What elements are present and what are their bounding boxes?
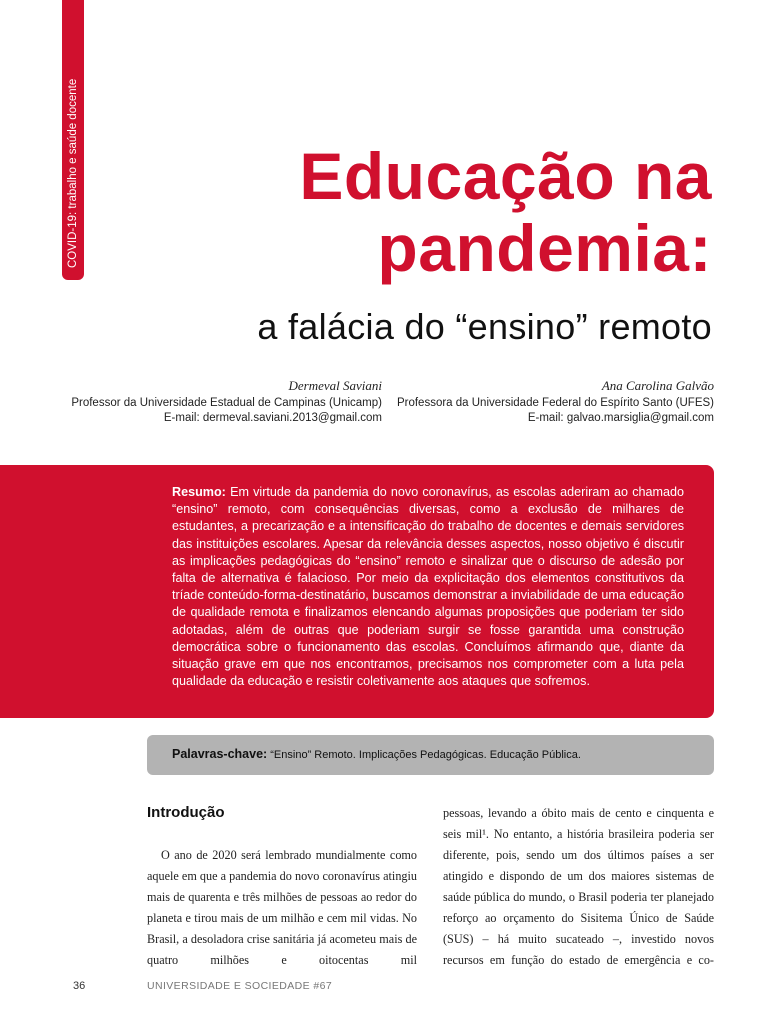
author-block-1 — [52, 378, 382, 427]
author-email: E-mail: galvao.marsiglia@gmail.com — [527, 412, 714, 424]
title-line-2: pandemia: — [377, 211, 712, 285]
author-name: Dermeval Saviani — [288, 378, 382, 393]
title-line-1: Educação na — [299, 139, 712, 213]
keywords-label: Palavras-chave: — [172, 747, 268, 761]
abstract-body: Em virtude da pandemia do novo coronavírus, as escolas aderiram ao chamado “ensino” remoto, com consequências diversas, como a exclusão de milhares de estudantes, a precarização e a intensificação do trabalho de docentes e demais servidores das instituições escolares. Apesar da relevância desses aspectos, nosso objetivo é discutir as implicações pedagógicas do “ensino” remoto e sinalizar que o discurso de adesão por falta de alternativa é falacioso. Por meio da explicitação dos elementos constitutivos da tríade conteúdo-forma-destinatário, buscamos demonstrar a inviabilidade de uma educação de qualidade remota e finalizamos elencando algumas proposições que poderiam ter sido adotadas, além de outras que poderiam surgir se fosse garantida uma construção democrática sobre o funcionamento das escolas. Concluímos afirmando que, diante da situação grave em que nos encontramos, precisamos nos comprometer com a luta pela qualidade da educação e resistir coletivamente aos ataques que sofremos. — [172, 485, 685, 689]
section-tab-label: COVID-19: trabalho e saúde docente — [67, 78, 79, 268]
body-text-column-2: pessoas, levando a óbito mais de cento e cinquenta e seis mil¹. No entanto, a história brasileira poderia ser diferente, pois, sendo um dos últimos países a ser atingido e dispondo de um dos maiores sistemas de saúde pública do mundo, o Brasil poderia ter planejado reforço ao orçamento do Sisitema Único de Saúde (SUS) – há muito sucateado –, investido novos recursos em função do estado de emergência e co- — [443, 806, 714, 967]
page-number: 36 — [73, 980, 86, 992]
article-title — [299, 140, 712, 284]
abstract-text — [172, 484, 684, 690]
author-block-2 — [384, 378, 714, 427]
author-name: Ana Carolina Galvão — [601, 378, 714, 393]
keywords — [172, 747, 581, 761]
journal-name: UNIVERSIDADE E SOCIEDADE #67 — [147, 980, 333, 992]
section-heading-introduction: Introdução — [147, 804, 225, 821]
author-affiliation: Professor da Universidade Estadual de Campinas (Unicamp) — [71, 396, 382, 409]
body-text-column-1: O ano de 2020 será lembrado mundialmente como aquele em que a pandemia do novo coronavírus atingiu mais de quarenta e três milhões de pessoas ao redor do planeta e tirou mais de um milhão e cem mil vidas. No Brasil, a desoladora crise sanitária já acometeu mais de quatro milhões e oitocentas mil — [147, 848, 417, 967]
abstract-label: Resumo: — [172, 485, 226, 499]
author-email: E-mail: dermeval.saviani.2013@gmail.com — [163, 412, 382, 424]
author-affiliation: Professora da Universidade Federal do Espírito Santo (UFES) — [396, 396, 714, 409]
article-subtitle: a falácia do “ensino” remoto — [257, 306, 712, 347]
keywords-list: “Ensino” Remoto. Implicações Pedagógicas. Educação Pública. — [270, 749, 581, 761]
